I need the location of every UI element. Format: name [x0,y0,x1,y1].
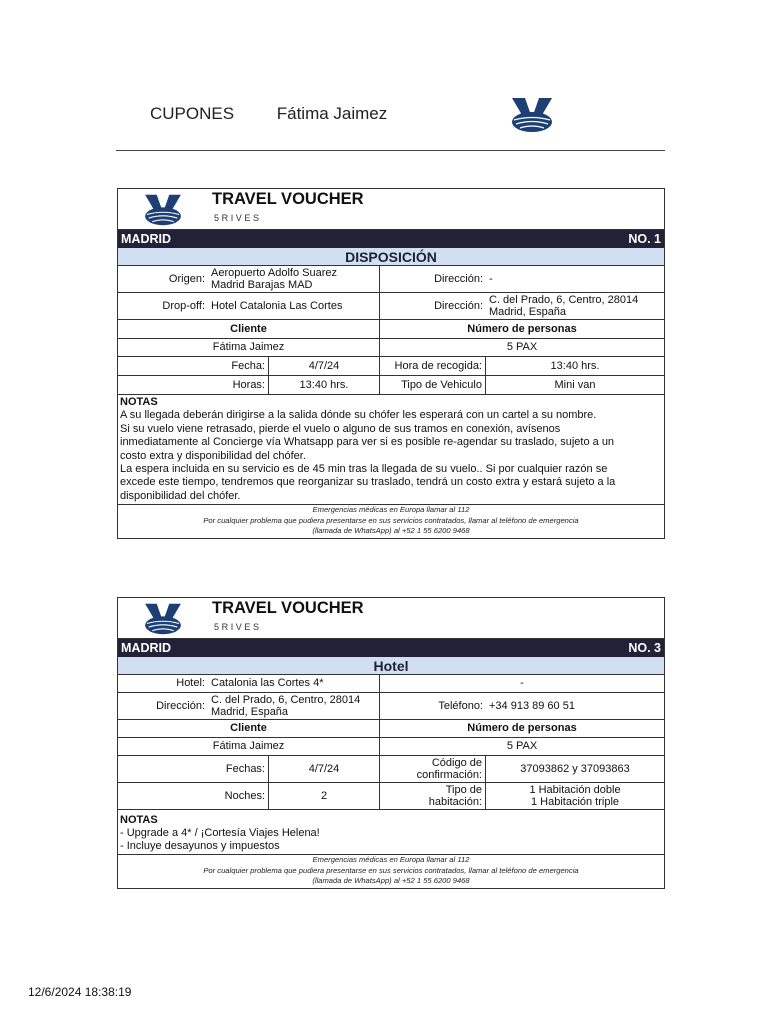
page-header [150,104,387,124]
address-line-2: Madrid, España [211,706,289,718]
footer-line: Emergencias médicas en Europa llamar al 112 [312,855,470,864]
hotel-extra: - [520,677,524,690]
notes-title: NOTAS [120,396,158,408]
city-bar [118,639,664,657]
page-title: CUPONES [150,104,235,123]
client-name: Fátima Jaimez [276,104,388,123]
dropoff-row [118,293,664,320]
voucher-brand: 5RIVES [214,622,262,632]
origin-line-1: Aeropuerto Adolfo Suarez [211,266,337,279]
notes-section [118,810,664,855]
confirmation-label [380,756,486,782]
voucher-header [118,598,664,639]
client-row [118,339,664,357]
origin-label: Origen: [168,272,205,285]
notes-line: costo extra y disponibilidad del chófer. [120,449,306,462]
hotel-row [118,675,664,693]
print-timestamp: 12/6/2024 18:38:19 [28,985,132,999]
notes-line: excede este tiempo, tendremos que reorganizar su traslado, tendrá un costo extra y estará sujeto a la [120,476,616,489]
hours-row [118,376,664,395]
notes-section [118,395,664,505]
phone-value: +34 913 89 60 51 [489,699,575,712]
emergency-footer [118,505,664,538]
date-row [118,357,664,376]
client-value: Fátima Jaimez [118,738,380,755]
company-logo-icon [142,193,184,227]
direction-line-1: C. del Prado, 6, Centro, 28014 [489,293,639,306]
vehicle-value: Mini van [554,378,596,391]
client-value: Fátima Jaimez [118,339,380,356]
persons-header: Número de personas [467,722,577,735]
confirmation-label-line-2: confirmación: [416,769,482,781]
dates-label: Fechas: [118,756,269,782]
notes-line: - Incluye desayunos y impuestos [120,840,280,852]
notes-line: Si su vuelo viene retrasado, pierde el vuelo o alguno de sus tramos en conexión, avísenos [120,422,561,435]
date-label: Fecha: [118,357,269,375]
header-divider [116,150,665,151]
persons-value: 5 PAX [506,740,538,753]
date-value: 4/7/24 [269,357,380,375]
origin-row [118,266,664,293]
footer-line: Por cualquier problema que pudiera presentarse en sus servicios contratados, llamar al teléfono de emergencia [203,865,579,875]
direction-label: Dirección: [434,299,483,312]
pickup-label: Hora de recogida: [380,357,486,375]
voucher-title: TRAVEL VOUCHER [212,190,364,208]
notes-title: NOTAS [120,814,158,826]
room-type-label-line-1: Tipo de [445,783,482,796]
notes-line: La espera incluida en su servicio es de 45 min tras la llegada de su vuelo.. Si por cualquier razón se [120,463,608,476]
notes-line: A su llegada deberán dirigirse a la salida dónde su chófer les esperará con un cartel a su nombre. [120,409,597,422]
dates-row [118,756,664,783]
voucher-number: NO. 1 [628,232,661,246]
nights-value: 2 [269,783,380,809]
voucher-brand: 5RIVES [214,213,262,223]
direction-line-2: Madrid, España [489,306,567,318]
client-row [118,738,664,756]
client-header-row [118,720,664,738]
address-value [208,693,380,719]
direction-label: Dirección: [434,272,483,285]
notes-line: inmediatamente al Concierge vía Whatsapp para ver si es posible re-agendar su traslado, sujeto a un [120,436,615,449]
footer-line: (llamada de WhatsApp) al +52 1 55 6200 9468 [312,526,470,536]
city-label: MADRID [121,232,171,246]
voucher-hotel [117,597,665,889]
notes-line: - Upgrade a 4* / ¡Cortesía Viajes Helena! [120,827,320,839]
room-type-value [486,783,664,809]
hours-value: 13:40 hrs. [269,376,380,394]
persons-value: 5 PAX [506,341,538,354]
confirmation-label-line-1: Código de [431,756,482,769]
emergency-footer [118,855,664,888]
client-header: Cliente [118,320,380,338]
client-header: Cliente [118,720,380,737]
voucher-title: TRAVEL VOUCHER [212,599,364,617]
dates-value: 4/7/24 [269,756,380,782]
pickup-value: 13:40 hrs. [550,359,600,372]
voucher-number: NO. 3 [628,641,661,655]
city-bar [118,230,664,248]
address-label: Dirección: [156,699,205,712]
direction-value [486,293,664,319]
voucher-disposicion [117,188,665,539]
room-type-label-line-2: habitación: [428,796,482,808]
section-title: DISPOSICIÓN [118,248,664,266]
client-header-row [118,320,664,339]
room-type-label [380,783,486,809]
footer-line: Por cualquier problema que pudiera presentarse en sus servicios contratados, llamar al teléfono de emergencia [203,515,579,525]
vehicle-label: Tipo de Vehiculo [380,376,486,394]
voucher-header [118,189,664,230]
address-line-1: C. del Prado, 6, Centro, 28014 [211,693,361,706]
address-row [118,693,664,720]
origin-line-2: Madrid Barajas MAD [211,279,313,291]
company-logo-icon [142,602,184,636]
confirmation-value: 37093862 y 37093863 [520,762,630,775]
nights-label: Noches: [118,783,269,809]
section-title: Hotel [118,657,664,675]
company-logo-icon [510,96,554,134]
origin-value [208,266,380,292]
city-label: MADRID [121,641,171,655]
room-type-line-2: 1 Habitación triple [530,796,620,808]
persons-header: Número de personas [467,322,577,335]
room-type-line-1: 1 Habitación doble [529,783,621,796]
phone-label: Teléfono: [438,699,483,712]
dropoff-label: Drop-off: [162,299,205,312]
footer-line: (llamada de WhatsApp) al +52 1 55 6200 9468 [312,876,470,886]
hotel-label: Hotel: [176,677,205,690]
hours-label: Horas: [118,376,269,394]
direction-value: - [489,272,493,285]
hotel-value: Catalonia las Cortes 4* [208,675,380,692]
footer-line: Emergencias médicas en Europa llamar al 112 [312,505,470,515]
nights-row [118,783,664,810]
notes-line: disponibilidad del chófer. [120,489,241,502]
dropoff-value: Hotel Catalonia Las Cortes [208,293,380,319]
